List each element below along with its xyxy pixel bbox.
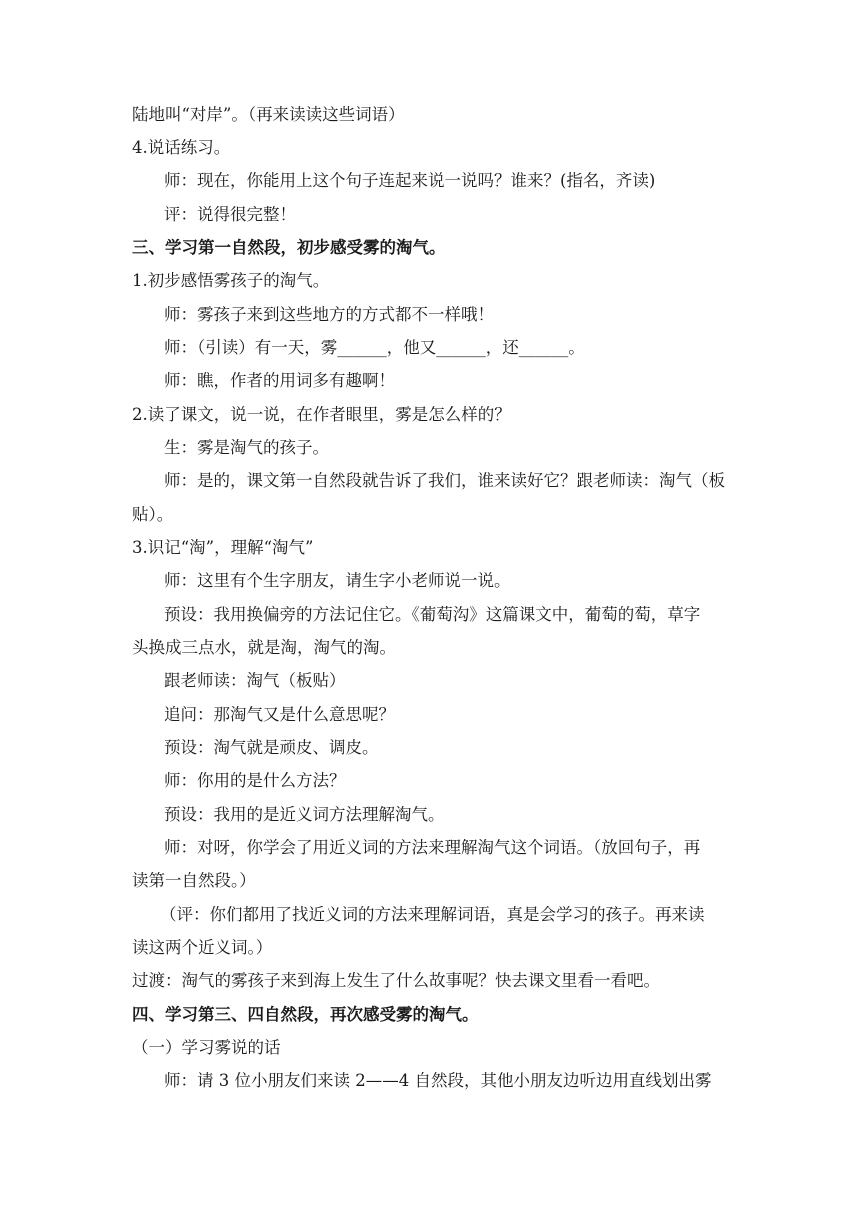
- text-line: 读第一自然段。）: [132, 871, 256, 890]
- text-line: 生：雾是淘气的孩子。: [164, 438, 329, 457]
- text-line: （一）学习雾说的话: [132, 1038, 281, 1057]
- text-line: 师：是的，课文第一自然段就告诉了我们，谁来读好它？跟老师读：淘气（板: [164, 471, 725, 490]
- text-line: 贴）。: [132, 505, 174, 524]
- text-line: 预设：淘气就是顽皮、调皮。: [164, 738, 379, 757]
- text-line: 师：你用的是什么方法？: [164, 771, 346, 790]
- text-line: 师：现在，你能用上这个句子连起来说一说吗？谁来？(指名，齐读): [164, 171, 656, 190]
- text-line: （评：你们都用了找近义词的方法来理解词语，真是会学习的孩子。再来读: [160, 905, 705, 924]
- section-heading: 四、学习第三、四自然段，再次感受雾的淘气。: [132, 1005, 479, 1024]
- text-line: 预设：我用的是近义词方法理解淘气。: [164, 805, 445, 824]
- text-line: 2.读了课文，说一说，在作者眼里，雾是怎么样的？: [132, 405, 511, 424]
- text-line: 头换成三点水，就是淘，淘气的淘。: [132, 638, 396, 657]
- text-line: 师：瞧，作者的用词多有趣啊！: [164, 371, 395, 390]
- text-line: 师：（引读）有一天，雾______，他又______，还______。: [164, 338, 585, 357]
- text-line: 师：雾孩子来到这些地方的方式都不一样哦！: [164, 305, 494, 324]
- text-line: 4.说话练习。: [132, 138, 231, 157]
- text-line: 评：说得很完整！: [164, 205, 296, 224]
- text-line: 预设：我用换偏旁的方法记住它。《葡萄沟》这篇课文中，葡萄的萄，草字: [164, 605, 701, 624]
- section-heading: 三、学习第一自然段，初步感受雾的淘气。: [132, 238, 446, 257]
- text-line: 跟老师读：淘气（板贴）: [164, 671, 346, 690]
- text-line: 1.初步感悟雾孩子的淘气。: [132, 271, 330, 290]
- text-line: 读这两个近义词。）: [132, 938, 273, 957]
- text-line: 过渡：淘气的雾孩子来到海上发生了什么故事呢？快去课文里看一看吧。: [132, 971, 660, 990]
- text-line: 3.识记“淘”，理解“淘气”: [132, 538, 314, 557]
- text-line: 陆地叫“对岸”。（再来读读这些词语）: [132, 105, 405, 124]
- text-line: 师：请 3 位小朋友们来读 2——4 自然段，其他小朋友边听边用直线划出雾: [164, 1071, 712, 1090]
- text-line: 追问：那淘气又是什么意思呢？: [164, 705, 395, 724]
- text-line: 师：对呀，你学会了用近义词的方法来理解淘气这个词语。（放回句子，再: [164, 838, 701, 857]
- text-line: 师：这里有个生字朋友，请生字小老师说一说。: [164, 571, 511, 590]
